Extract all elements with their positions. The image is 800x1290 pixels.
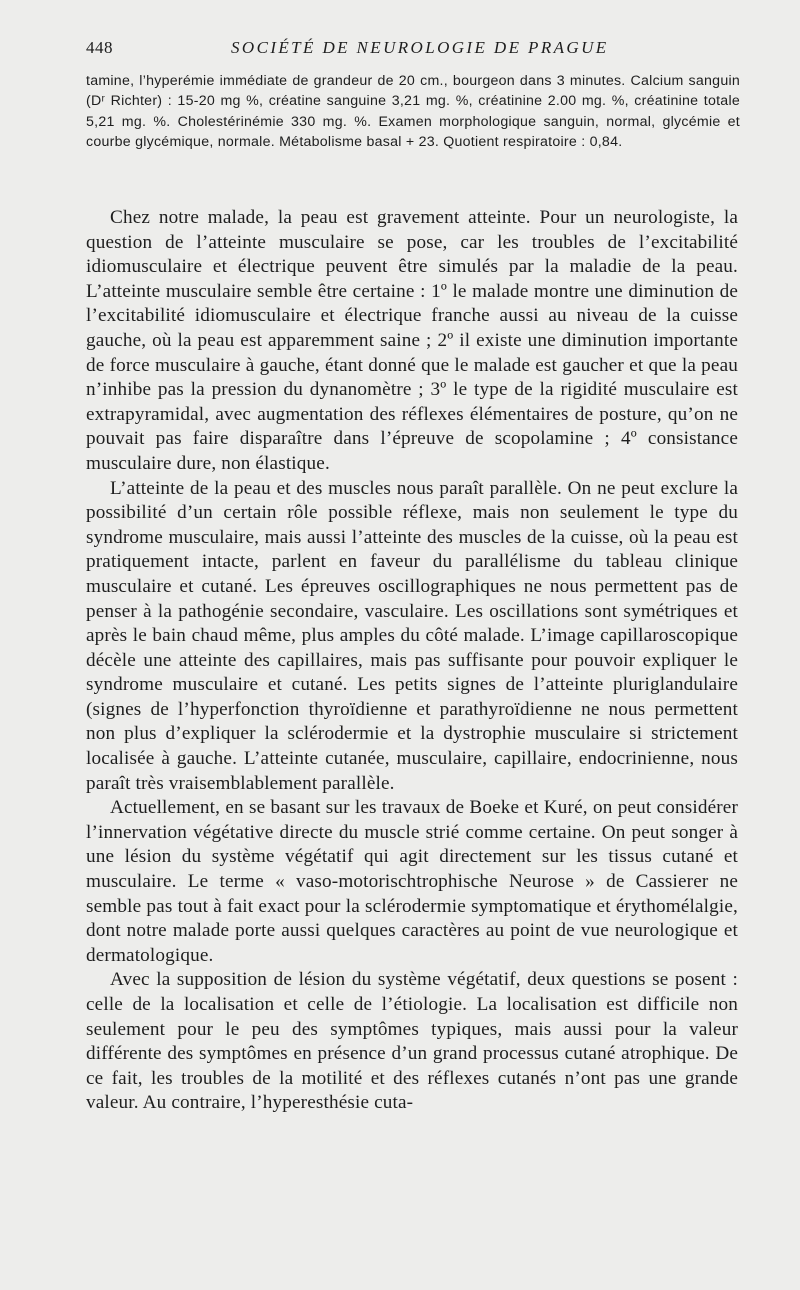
paragraph: Chez notre malade, la peau est gravement atteinte. Pour un neurologiste, la question de l’atteinte musculaire se pose, car les troubles de l’excitabilité idiomusculaire et électrique peuvent être simulés par la maladie de la peau. L’atteinte musculaire semble être certaine : 1º le malade montre une diminution de l’excitabilité idiomusculaire et électrique franche aussi au niveau de la cuisse gauche, où la peau est apparemment saine ; 2º il existe une diminution importante de force musculaire à gauche, étant donné que le malade est gaucher et que la peau n’inhibe pas la pression du dynanomètre ; 3º le type de la rigidité musculaire est extrapyramidal, avec augmentation des réflexes élémentaires de posture, qu’on ne pouvait pas faire disparaître dans l’épreuve de scopolamine ; 4º consistance musculaire dure, non élastique. xyxy=(86,207,738,474)
running-head: SOCIÉTÉ DE NEUROLOGIE DE PRAGUE xyxy=(231,38,609,57)
paragraph: Actuellement, en se basant sur les travaux de Boeke et Kuré, on peut considérer l’innervation végétative directe du muscle strié comme certaine. On peut songer à une lésion du système végétatif qui agit directement sur les tissus cutané et musculaire. Le terme « vaso-motorischtrophische Neurose » de Cassierer ne semble pas tout à fait exact pour la sclérodermie symptomatique et érythomélalgie, dont notre malade porte aussi quelques caractères au point de vue neurologique et dermatologique. xyxy=(86,797,738,966)
page-header xyxy=(86,38,736,68)
clinical-data-note: tamine, l’hyperémie immédiate de grandeur de 20 cm., bourgeon dans 3 minutes. Calcium sanguin (Dʳ Richter) : 15-20 mg %, créatine sanguine 3,21 mg. %, créatinine 2.00 mg. %, créatinine totale 5,21 mg. %. Cholestérinémie 330 mg. %. Examen morphologique sanguin, normal, glycémie et courbe glycémique, normale. Métabolisme basal + 23. Quotient respiratoire : 0,84. xyxy=(86,73,740,151)
paragraph: Avec la supposition de lésion du système végétatif, deux questions se posent : celle de la localisation et celle de l’étiologie. La localisation est difficile non seulement pour le peu des symptômes typiques, mais aussi pour la valeur différente des symptômes en présence d’un grand processus cutané atrophique. De ce fait, les troubles de la motilité et des réflexes cutanés n’ont pas une grande valeur. Au contraire, l’hyperesthésie cuta- xyxy=(86,969,738,1114)
body-text xyxy=(86,206,738,1116)
page-number: 448 xyxy=(86,38,113,57)
paragraph: L’atteinte de la peau et des muscles nous paraît parallèle. On ne peut exclure la possibilité d’un certain rôle possible réflexe, mais non seulement le type du syndrome musculaire, mais aussi l’atteinte des muscles de la cuisse, où la peau est pratiquement intacte, parlent en faveur du parallélisme du tableau clinique musculaire et cutané. Les épreuves oscillographiques ne nous permettent pas de penser à la pathogénie secondaire, vasculaire. Les oscillations sont symétriques et après le bain chaud même, plus amples du côté malade. L’image capillaroscopique décèle une atteinte des capillaires, mais pas suffisante pour pouvoir expliquer le syndrome musculaire et cutané. Les petits signes de l’atteinte pluriglandulaire (signes de l’hyperfonction thyroïdienne et parathyroïdienne ne nous permettent non plus d’expliquer la sclérodermie et la dystrophie musculaire si strictement localisée à gauche. L’atteinte cutanée, musculaire, capillaire, endocrinienne, nous paraît très vraisemblablement parallèle. xyxy=(86,477,738,794)
